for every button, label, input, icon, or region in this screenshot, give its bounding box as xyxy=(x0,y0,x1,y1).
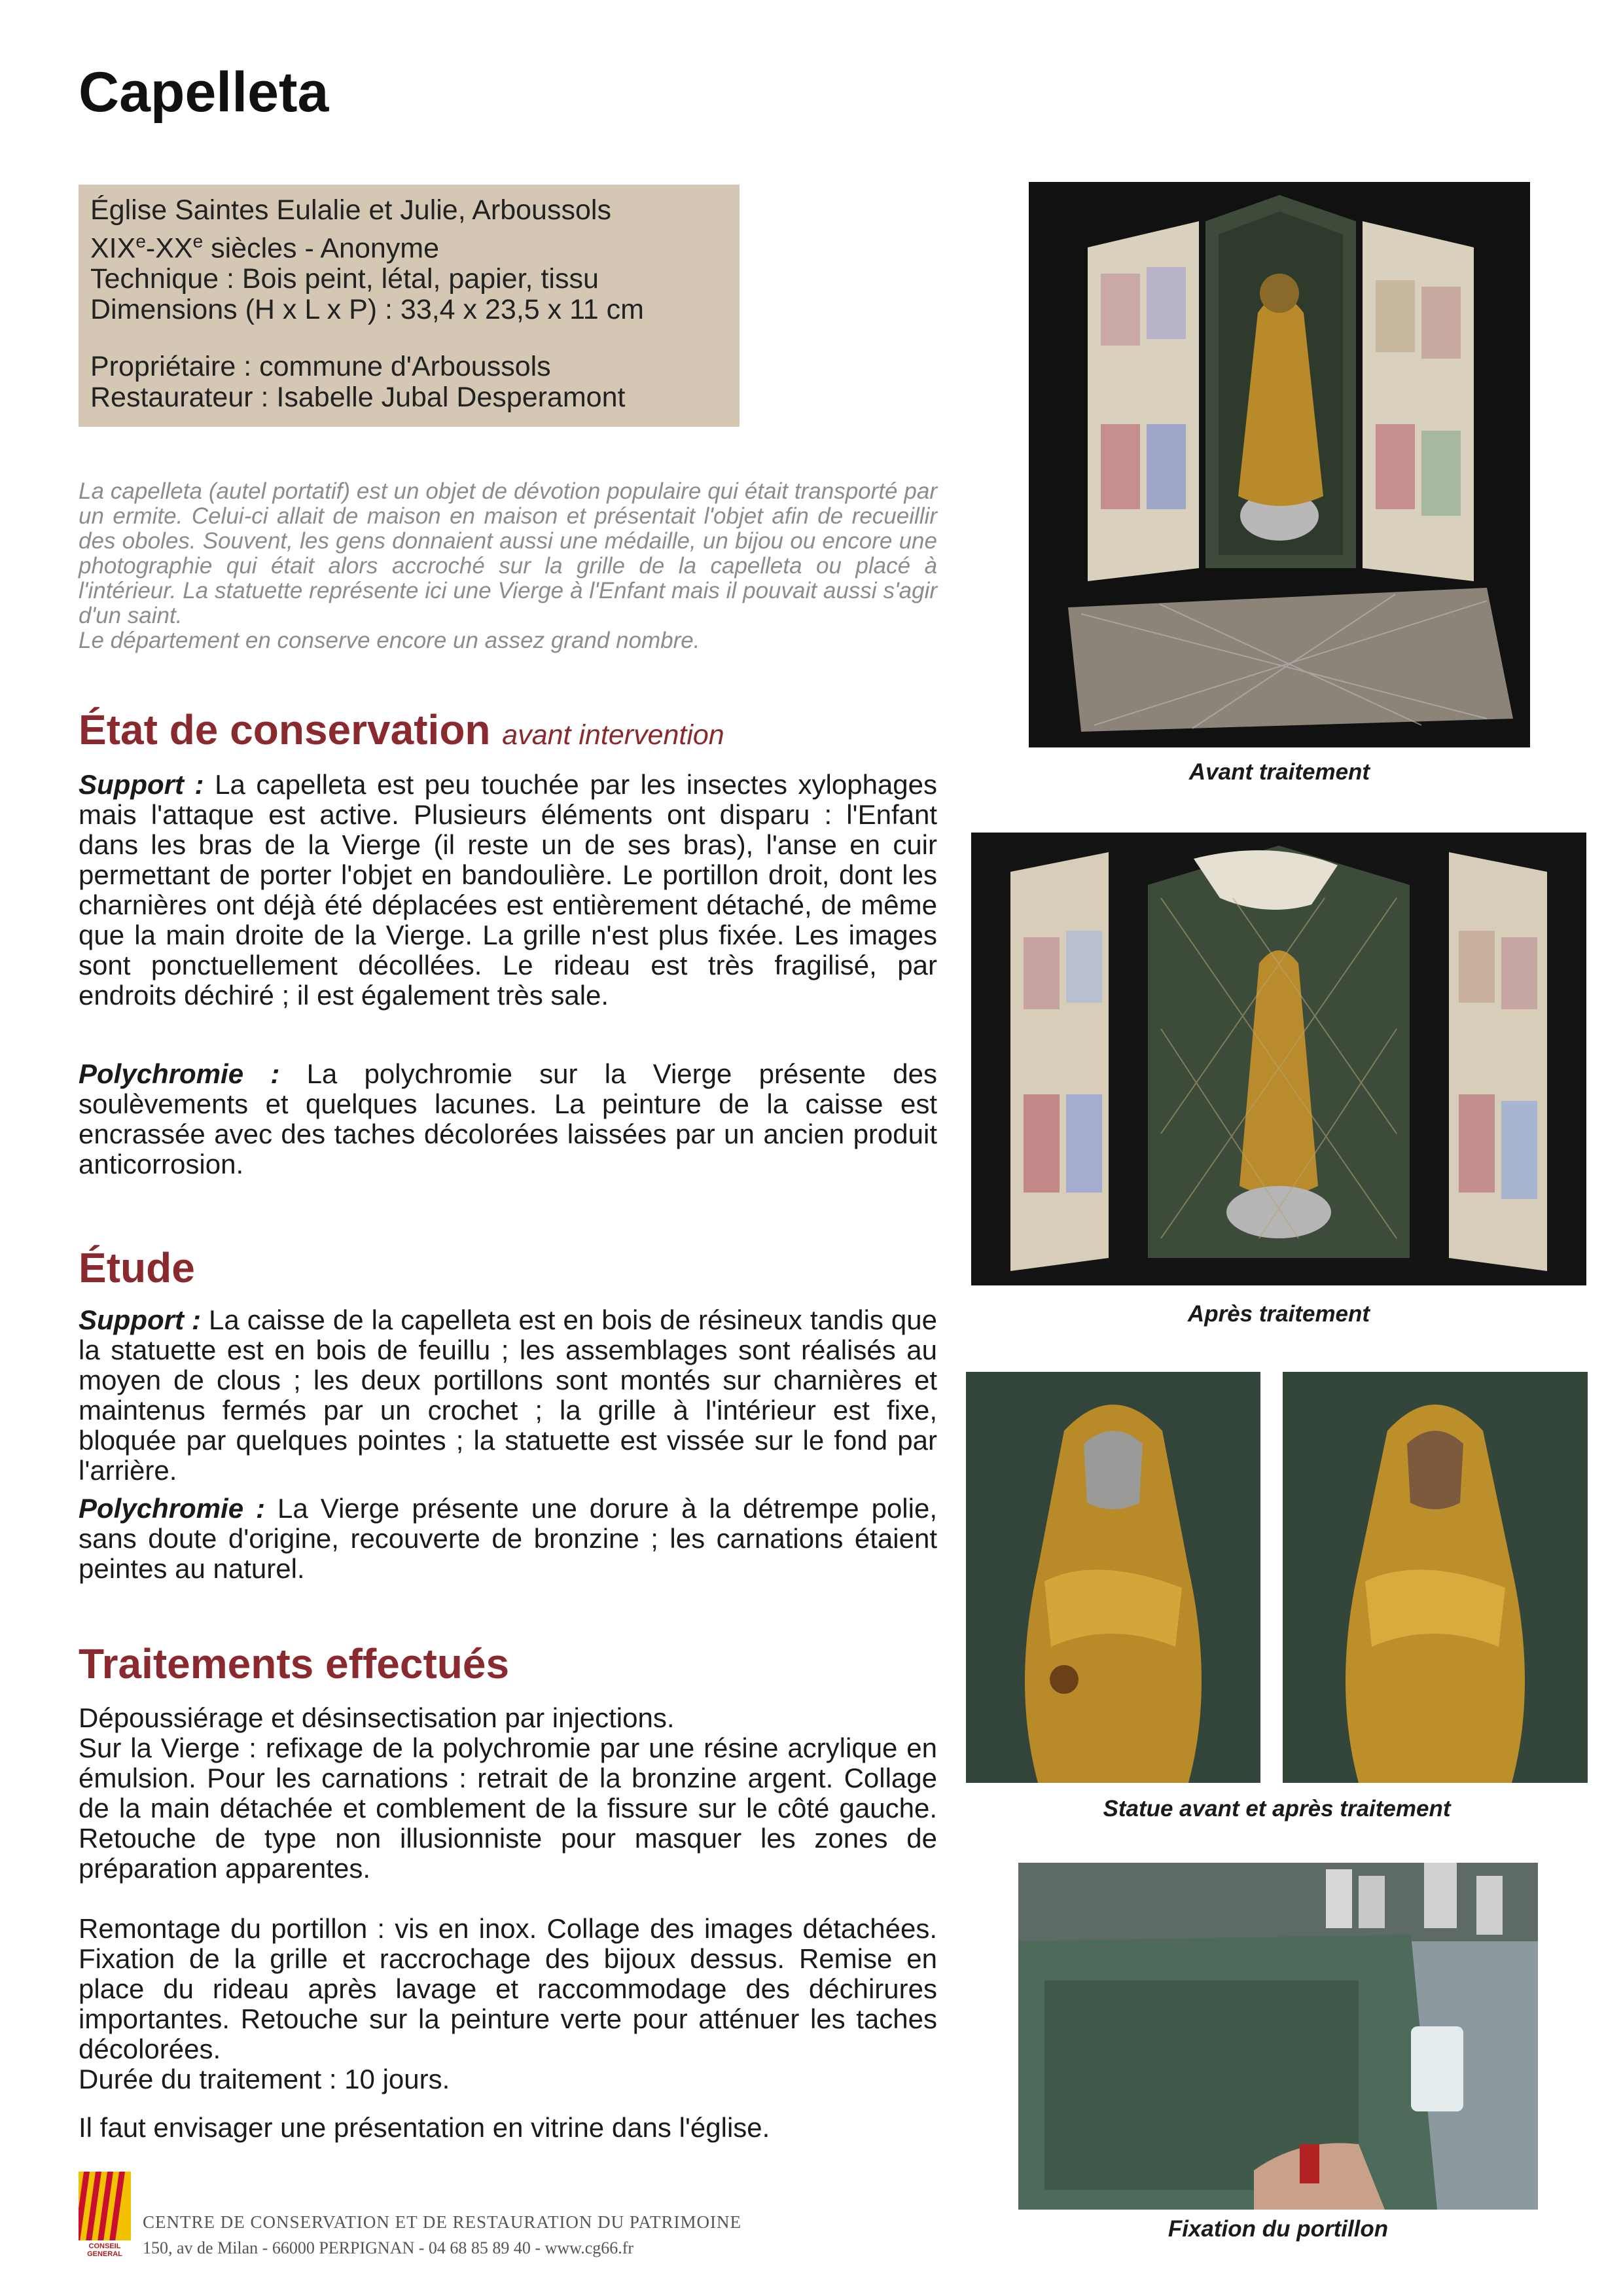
traitements-conclusion: Il faut envisager une présentation en vitrine dans l'église. xyxy=(79,2112,770,2143)
traitements-duree: Durée du traitement : 10 jours. xyxy=(79,2064,450,2094)
caption-statue: Statue avant et après traitement xyxy=(1103,1796,1451,1821)
info-dimensions: Dimensions (H x L x P) : 33,4 x 23,5 x 11 cm xyxy=(90,294,644,326)
etude-heading: Étude xyxy=(79,1244,195,1291)
traitements-line1: Dépoussiérage et désinsectisation par injections. xyxy=(79,1702,675,1733)
info-owner: Propriétaire : commune d'Arboussols xyxy=(90,351,551,383)
info-century: XIXe-XXe siècles - Anonyme xyxy=(90,231,440,264)
statue-after-illustration xyxy=(1283,1372,1588,1783)
statue-before-illustration xyxy=(966,1372,1260,1783)
traitements-vierge-paragraph: Sur la Vierge : refixage de la polychromie par une résine acrylique en émulsion. Pour les carnations : retrait de la bronzine argent. Collage de la main détachée et comblement de la fissure sur le côté gauche. Retouche de type non illusionniste pour masquer les zones de préparation apparentes. xyxy=(79,1732,937,1884)
info-box xyxy=(79,185,740,427)
page-title: Capelleta xyxy=(79,61,329,124)
traitements-heading: Traitements effectués xyxy=(79,1640,510,1687)
photo-statue-before xyxy=(966,1372,1260,1783)
etude-support-paragraph: Support : La caisse de la capelleta est en bois de résineux tandis que la statuette est en bois de feuillu ; les assemblages sont réalisés au moyen de clous ; les deux portillons sont montés sur charnières et maintenus fermés par un crochet ; la grille à l'intérieur est fixe, bloquée par quelques pointes ; la statuette est vissée sur le fond par l'arrière. xyxy=(79,1304,938,1486)
footer-address: 150, av de Milan - 66000 PERPIGNAN - 04 68 85 89 40 - www.cg66.fr xyxy=(143,2238,634,2257)
cg66-logo xyxy=(79,2172,131,2263)
etude-polychromie-paragraph: Polychromie : La Vierge présente une dorure à la détrempe polie, sans doute d'origine, recouverte de bronzine ; les carnations étaient peintes au naturel. xyxy=(79,1493,937,1584)
etat-polychromie-paragraph: Polychromie : La polychromie sur la Vierge présente des soulèvements et quelques lacunes. La peinture de la caisse est encrassée avec des taches décolorées laissées par un ancien produit anticorrosion. xyxy=(79,1058,937,1179)
etat-heading: État de conservation avant intervention xyxy=(79,706,724,753)
etat-support-paragraph: Support : La capelleta est peu touchée par les insectes xylophages mais l'attaque est active. Plusieurs éléments ont disparu : l'Enfant dans les bras de la Vierge (il reste un de ses bras), l'anse en cuir permettant de porter l'objet en bandoulière. Le portillon droit, dont les charnières ont déjà été déplacées est entièrement détaché, de même que la main droite de la Vierge. La grille n'est plus fixée. Les images sont ponctuellement décollées. Le rideau est très fragilisé, par endroits déchiré ; il est également très sale. xyxy=(79,769,938,1011)
info-technique: Technique : Bois peint, létal, papier, tissu xyxy=(90,263,599,295)
intro-paragraph: La capelleta (autel portatif) est un objet de dévotion populaire qui était transporté par un ermite. Celui-ci allait de maison en maison et présentait l'objet afin de recueillir des oboles. Souvent, les gens donnaient aussi une médaille, un bijou ou encore une photographie qui était alors accroché sur la grille de la capelleta ou placé à l'intérieur. La statuette représente ici une Vierge à l'Enfant mais il pouvait aussi s'agir d'un saint. Le département en conserve encore un assez grand nombre. xyxy=(79,478,937,653)
photo-fixation xyxy=(1018,1863,1538,2210)
footer-organization: CENTRE DE CONSERVATION ET DE RESTAURATION DU PATRIMOINE xyxy=(143,2212,741,2232)
caption-after: Après traitement xyxy=(1187,1301,1370,1327)
photo-before-treatment xyxy=(1029,182,1530,747)
photo-statue-after xyxy=(1283,1372,1588,1783)
traitements-portillon-paragraph: Remontage du portillon : vis en inox. Collage des images détachées. Fixation de la grille et raccrochage des bijoux dessus. Remise en place du rideau après lavage et raccommodage des déchirures importantes. Retouche sur la peinture verte pour atténuer les taches décolorées. xyxy=(79,1913,937,2064)
caption-fixation: Fixation du portillon xyxy=(1168,2216,1389,2242)
capelleta-grille-illustration xyxy=(971,833,1586,1285)
fixation-illustration xyxy=(1018,1863,1538,2210)
capelleta-open-illustration xyxy=(1029,182,1530,747)
logo-text: CONSEIL GENERAL xyxy=(87,2242,122,2258)
info-restorer: Restaurateur : Isabelle Jubal Desperamont xyxy=(90,382,626,414)
caption-before: Avant traitement xyxy=(1188,759,1370,785)
info-location: Église Saintes Eulalie et Julie, Arboussols xyxy=(90,194,611,226)
photo-after-treatment xyxy=(971,833,1586,1285)
